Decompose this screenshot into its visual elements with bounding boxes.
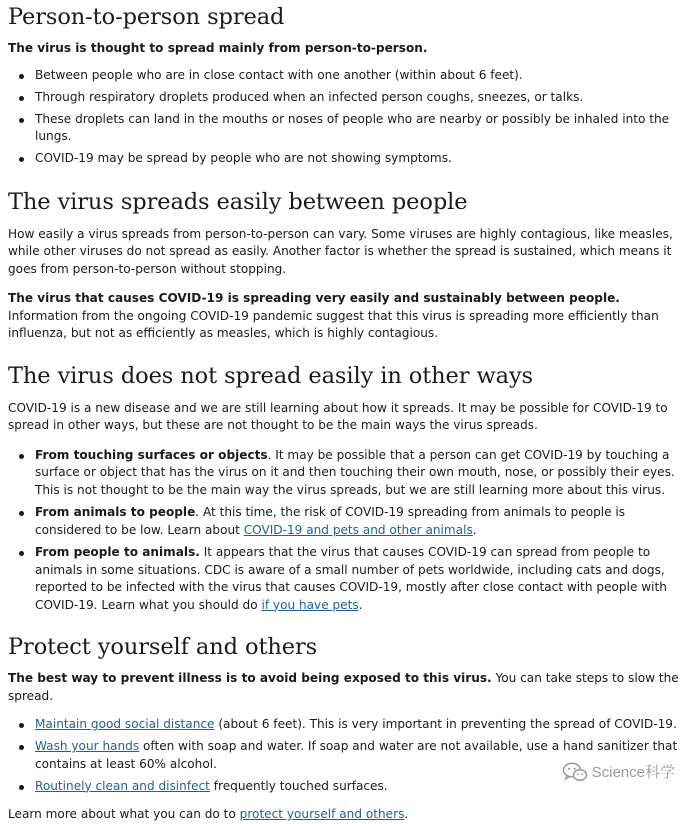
list-item: Between people who are in close contact with one another (within about 6 feet).	[8, 67, 681, 85]
list-item	[8, 504, 681, 539]
wechat-icon	[562, 762, 588, 782]
list-item: Through respiratory droplets produced when an infected person coughs, sneezes, or talks.	[8, 89, 681, 107]
text: .	[472, 522, 477, 537]
pets-animals-link[interactable]: COVID-19 and pets and other animals	[243, 522, 473, 537]
section-title-person-to-person: Person-to-person spread	[8, 4, 285, 30]
section-title-spreads-easily: The virus spreads easily between people	[8, 188, 468, 215]
lead-bold-text: The virus is thought to spread mainly from person-to-person.	[8, 41, 428, 55]
bold-text: The best way to prevent illness is to avoid being exposed to this virus.	[8, 671, 492, 685]
text: It appears that the virus that causes COVID-19 can spread from people to animals in some situations. CDC is aware of a small number of pets worldwide, including cats and dogs, reported to be infected with the virus that causes COVID-19, mostly after close contact with people with COVID-19. Learn what you should do	[35, 545, 667, 612]
bold-text: From touching surfaces or objects	[35, 447, 268, 462]
other-ways-list	[8, 447, 681, 615]
bold-text: The virus that causes COVID-19 is spreading very easily and sustainably between people.	[8, 291, 620, 305]
text: frequently touched surfaces.	[209, 778, 388, 793]
section-title-protect: Protect yourself and others	[8, 634, 318, 660]
document	[0, 2, 689, 824]
text: . At this time, the risk of COVID-19 spreading from animals to people is considered to be low. Learn about	[35, 505, 626, 537]
list-item: COVID-19 may be spread by people who are not showing symptoms.	[8, 150, 681, 168]
paragraph	[8, 290, 681, 343]
protect-list	[8, 716, 681, 795]
text: .	[358, 597, 363, 612]
watermark-text: Science科学	[591, 764, 675, 781]
text: Learn more about what you can do to	[8, 807, 240, 821]
section-lead	[8, 40, 681, 58]
bold-text: From people to animals.	[35, 545, 200, 559]
paragraph	[8, 670, 681, 705]
text: Information from the ongoing COVID-19 pandemic suggest that this virus is spreading more efficiently than influenza, but not as efficiently as measles, which is highly contagious.	[8, 308, 659, 340]
paragraph: COVID-19 is a new disease and we are still learning about how it spreads. It may be possible for COVID-19 to spread in other ways, but these are not thought to be the main ways the virus spreads.	[8, 400, 668, 432]
list-item	[8, 544, 681, 614]
list-item: These droplets can land in the mouths or noses of people who are nearby or possibly be inhaled into the lungs.	[8, 111, 681, 146]
social-distance-link[interactable]: Maintain good social distance	[35, 717, 215, 731]
bold-text: From animals to people	[35, 505, 196, 519]
text: .	[404, 807, 409, 821]
wash-hands-link[interactable]: Wash your hands	[35, 739, 140, 753]
protect-yourself-link[interactable]: protect yourself and others	[239, 807, 405, 821]
text: You can take steps to slow the spread.	[8, 671, 679, 703]
paragraph: How easily a virus spreads from person-to-person can vary. Some viruses are highly contagious, like measles, while other viruses do not spread as easily. Another factor is whether the spread is sustained, which means it goes from person-to-person without stopping.	[8, 226, 673, 276]
text: . It may be possible that a person can get COVID-19 by touching a surface or object that has the virus on it and then touching their own mouth, nose, or possibly their eyes. This is not thought to be the main way the virus spreads, but we are still learning more about this virus.	[35, 447, 675, 497]
paragraph	[8, 806, 681, 824]
if-you-have-pets-link[interactable]: if you have pets	[261, 597, 359, 612]
list-item	[8, 716, 681, 734]
clean-disinfect-link[interactable]: Routinely clean and disinfect	[35, 778, 210, 793]
list-item	[8, 447, 681, 500]
watermark	[562, 761, 675, 782]
text: often with soap and water. If soap and water are not available, use a hand sanitizer that contains at least 60% alcohol.	[35, 739, 678, 771]
spread-list	[8, 67, 681, 168]
text: (about 6 feet). This is very important in preventing the spread of COVID-19.	[214, 717, 677, 731]
section-title-other-ways: The virus does not spread easily in other ways	[8, 362, 534, 389]
